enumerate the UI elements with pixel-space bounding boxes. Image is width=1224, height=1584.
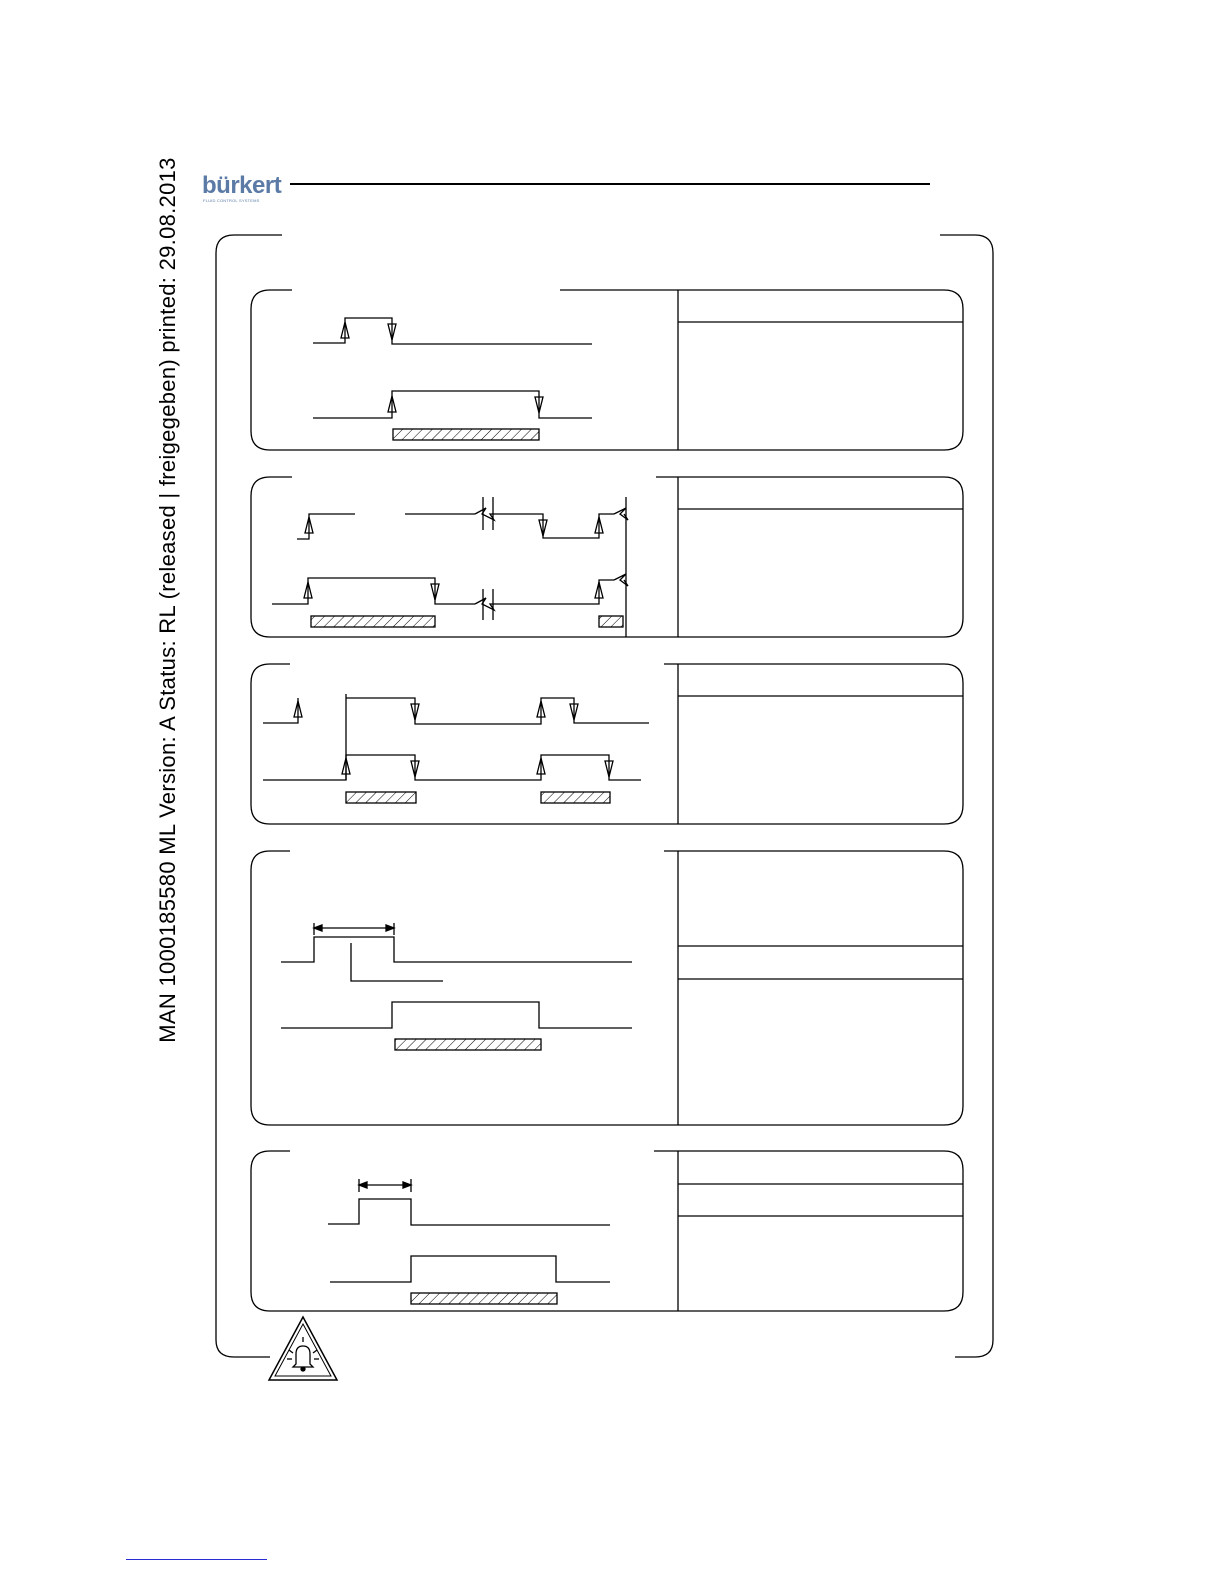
dimension-arrow — [403, 1182, 411, 1188]
active-period-bar — [311, 616, 435, 627]
active-period-bar — [395, 1039, 541, 1050]
signal-trace-input — [328, 1199, 610, 1225]
signal-trace-output — [272, 578, 614, 604]
status-stamp-text: MAN 1000185580 ML Version: A Status: RL (released | freigegeben) printed: 29.08.2013 — [155, 157, 180, 1043]
signal-trace-input — [297, 514, 614, 539]
active-period-bar — [346, 792, 416, 803]
time-dimension — [314, 923, 394, 935]
signal-trace-output — [330, 1256, 610, 1282]
active-period-bar — [393, 429, 539, 440]
panel-3 — [251, 664, 963, 824]
dimension-arrow — [359, 1182, 367, 1188]
signal-trace-output — [263, 755, 641, 780]
warning-bell-icon — [269, 1317, 337, 1380]
dimension-arrow — [314, 925, 322, 931]
dimension-arrow — [386, 925, 394, 931]
signal-trace-output — [313, 391, 592, 418]
footer-link-underline[interactable] — [126, 1559, 267, 1560]
panel-1 — [251, 290, 963, 450]
break-symbol — [475, 508, 498, 520]
signal-trace-input — [263, 698, 649, 724]
active-period-bar — [541, 792, 610, 803]
panel-2 — [251, 477, 963, 637]
active-period-bar — [599, 616, 623, 627]
signal-trace-output — [281, 1002, 632, 1028]
break-symbol — [475, 598, 498, 610]
signal-trace-input — [281, 937, 632, 962]
panel-4 — [251, 851, 963, 1125]
signal-trace-input — [313, 318, 592, 344]
logo-tagline: FLUID CONTROL SYSTEMS — [203, 198, 260, 203]
active-period-bar — [411, 1293, 557, 1304]
logo-word: bürkert — [202, 172, 282, 199]
panel-5 — [251, 1151, 963, 1311]
